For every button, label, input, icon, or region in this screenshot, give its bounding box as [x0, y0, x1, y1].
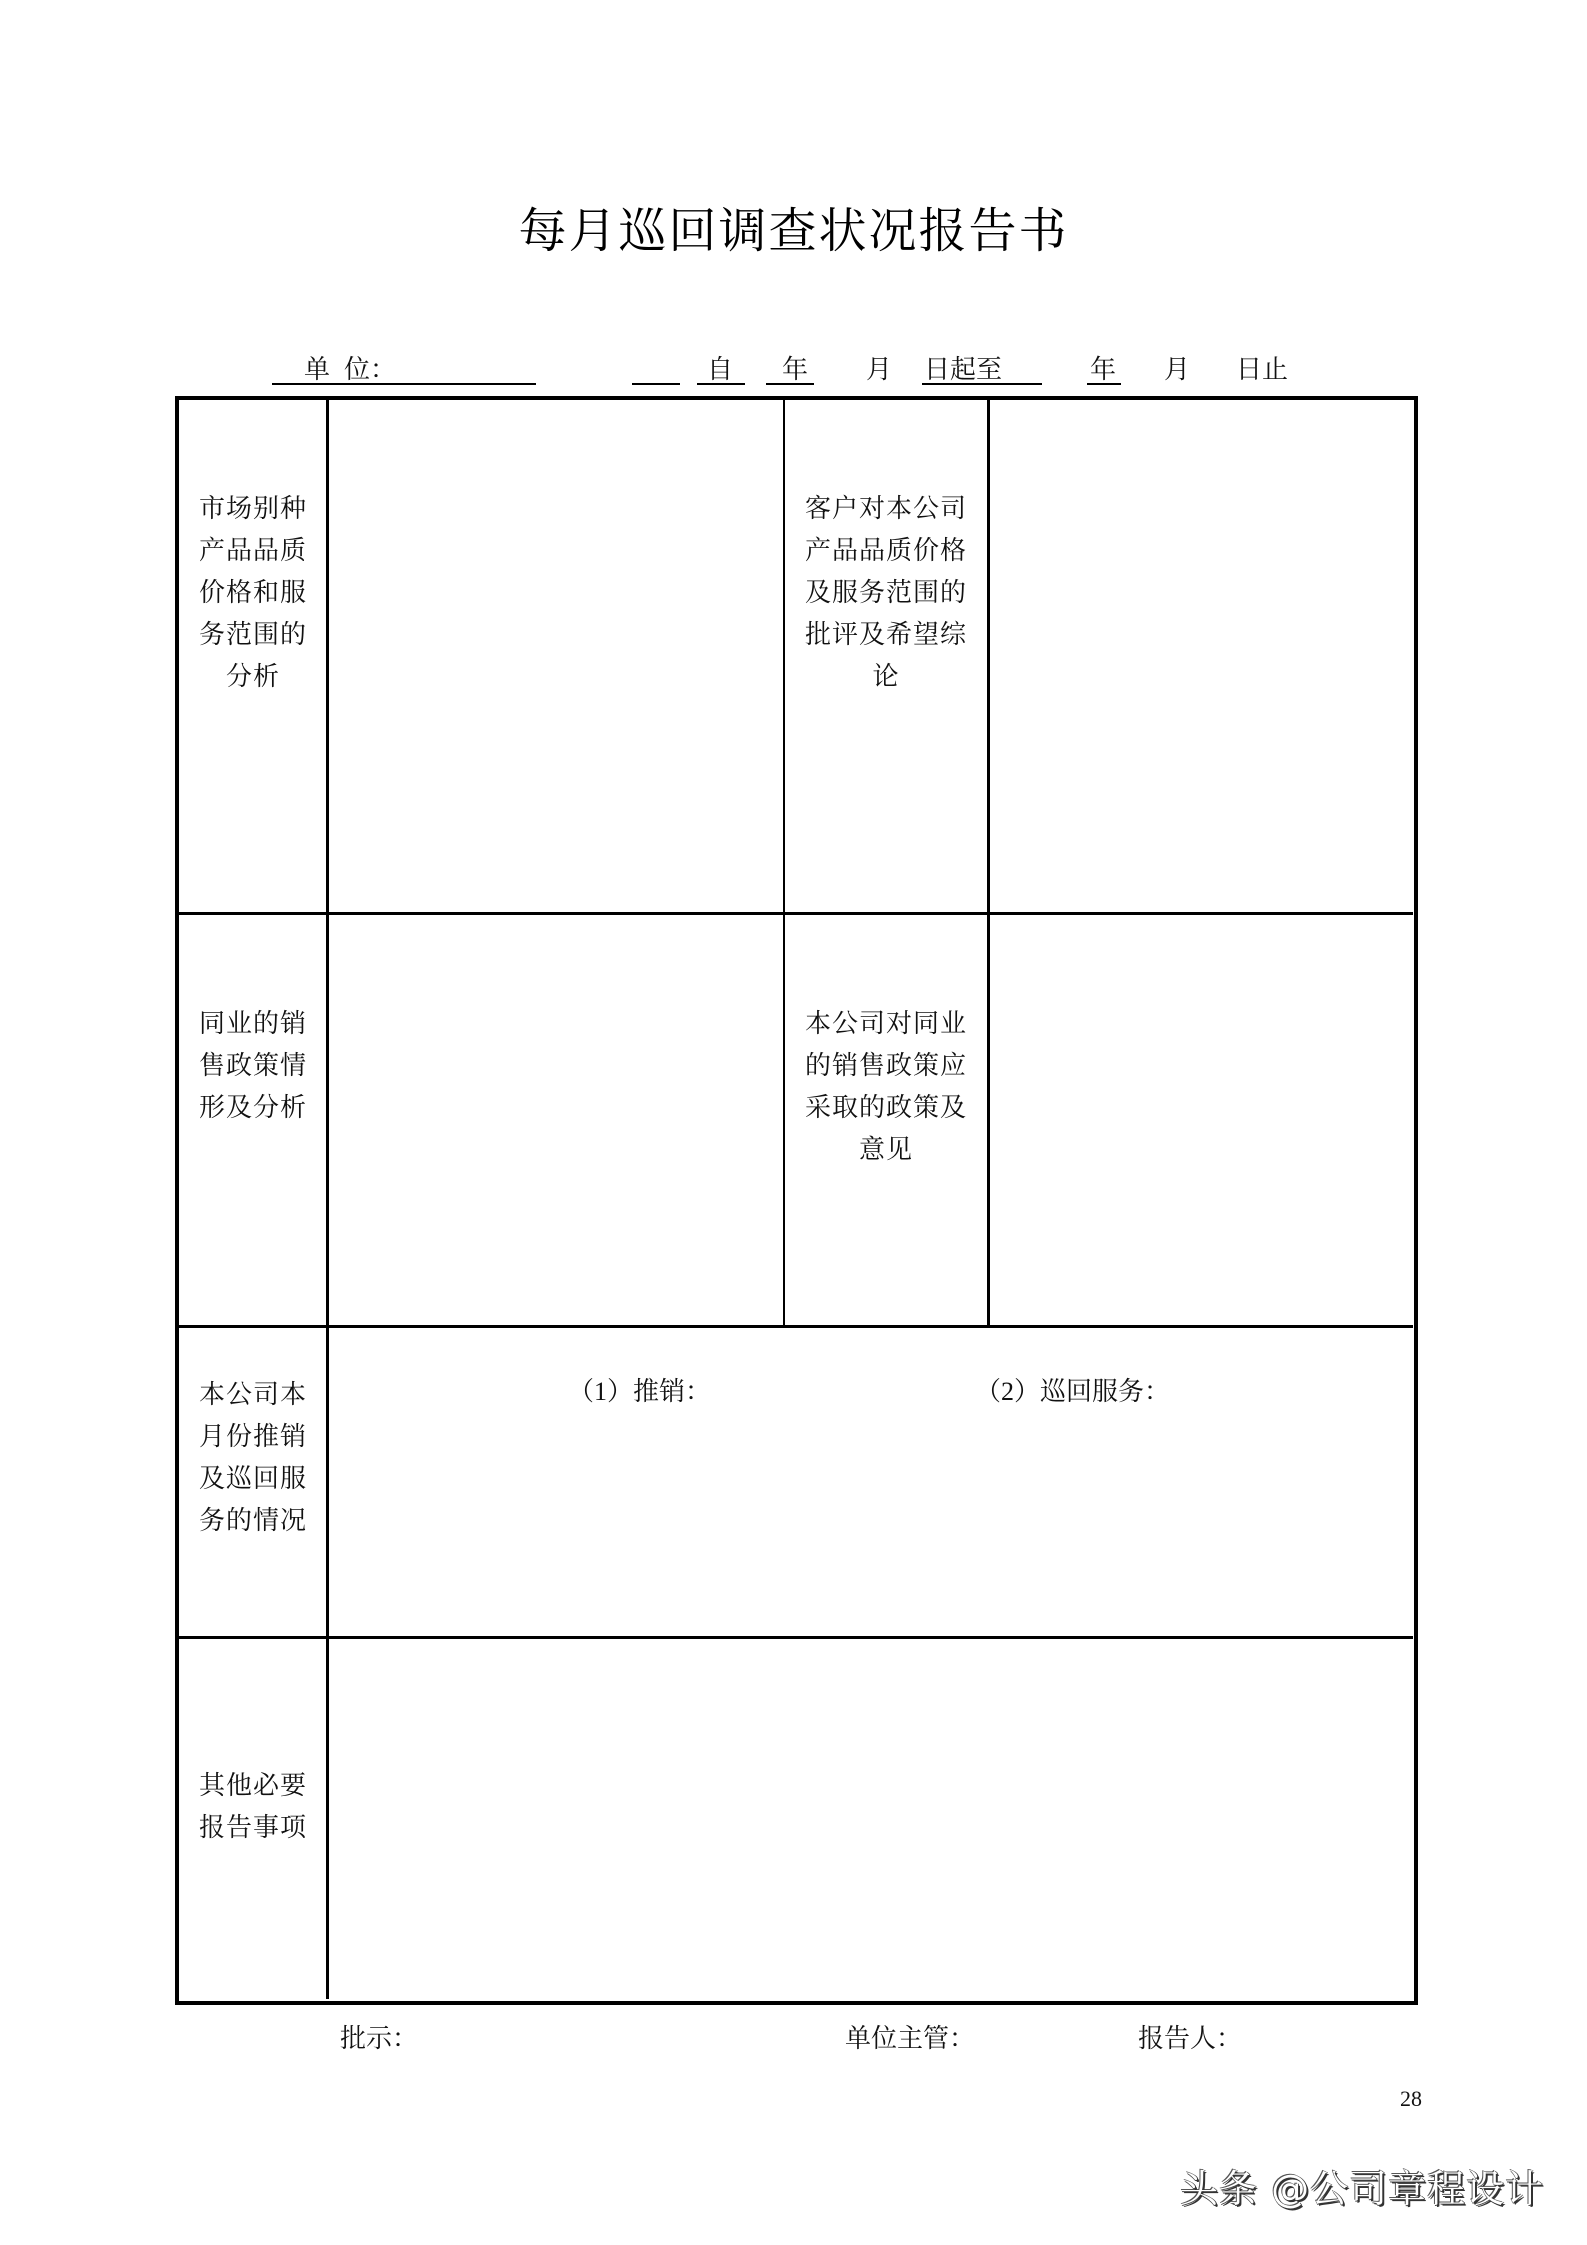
- label-line: 及巡回服: [198, 1464, 307, 1493]
- label-line: 月份推销: [198, 1422, 307, 1451]
- company-response-field[interactable]: [991, 916, 1409, 1324]
- label-line: 分析: [225, 662, 280, 691]
- label-line: 务的情况: [198, 1506, 307, 1535]
- page-title: 每月巡回调查状况报告书: [518, 205, 1069, 258]
- unit-field[interactable]: [380, 356, 536, 384]
- label-column-divider: [326, 398, 329, 1999]
- label-line: 采取的政策及: [804, 1093, 967, 1122]
- row-divider-2: [177, 1325, 1413, 1328]
- label-line: 售政策情: [198, 1051, 307, 1080]
- label-line: 其他必要: [198, 1771, 307, 1800]
- label-line: 论: [872, 662, 900, 691]
- patrol-service-item-label: （2）巡回服务：: [975, 1377, 1171, 1406]
- unit-label-char-2: 位：: [344, 355, 397, 384]
- row2-left-label: [180, 1003, 326, 1129]
- row2-right-label: [786, 1003, 986, 1171]
- label-line: 本公司对同业: [804, 1009, 967, 1038]
- start-month-label: 月: [866, 355, 893, 384]
- promotion-item-label: （1）推销：: [568, 1377, 712, 1406]
- supervisor-label: 单位主管：: [845, 2024, 976, 2053]
- row1-right-label: [786, 488, 986, 698]
- row4-left-label: [180, 1765, 326, 1849]
- watermark-text: 头条 @公司章程设计: [1180, 2167, 1545, 2211]
- right-label-divider: [987, 398, 990, 1327]
- blank-underline: [632, 383, 680, 385]
- row-divider-3: [177, 1636, 1413, 1639]
- customer-feedback-field[interactable]: [991, 400, 1409, 911]
- start-day-label: 日起至: [924, 355, 1003, 384]
- row1-left-label: [180, 488, 326, 698]
- promotion-service-field[interactable]: [330, 1329, 1409, 1635]
- unit-label-char-1: 单: [304, 355, 331, 384]
- label-line: 报告事项: [198, 1813, 307, 1842]
- label-line: 产品品质价格: [804, 536, 967, 565]
- label-line: 及服务范围的: [804, 578, 967, 607]
- end-month-label: 月: [1164, 355, 1191, 384]
- row-divider-1: [177, 912, 1413, 915]
- approval-label: 批示：: [340, 2024, 419, 2053]
- middle-divider: [783, 398, 785, 1327]
- label-line: 的销售政策应: [804, 1051, 967, 1080]
- label-line: 价格和服: [198, 578, 307, 607]
- end-year-label: 年: [1090, 355, 1117, 384]
- row3-left-label: [180, 1374, 326, 1542]
- label-line: 务范围的: [198, 620, 307, 649]
- label-line: 产品品质: [198, 536, 307, 565]
- market-analysis-field[interactable]: [330, 400, 782, 911]
- other-matters-field[interactable]: [330, 1640, 1409, 1997]
- label-line: 意见: [858, 1135, 913, 1164]
- label-line: 同业的销: [198, 1009, 307, 1038]
- label-line: 客户对本公司: [804, 494, 967, 523]
- reporter-label: 报告人：: [1138, 2024, 1243, 2053]
- label-line: 批评及希望综: [804, 620, 967, 649]
- label-line: 本公司本: [198, 1380, 307, 1409]
- from-label: 自: [707, 355, 734, 384]
- start-year-label: 年: [782, 355, 809, 384]
- label-line: 市场别种: [198, 494, 307, 523]
- competitor-policy-field[interactable]: [330, 916, 782, 1324]
- page-number: 28: [1400, 2086, 1422, 2111]
- end-day-label: 日止: [1236, 355, 1289, 384]
- label-line: 形及分析: [198, 1093, 307, 1122]
